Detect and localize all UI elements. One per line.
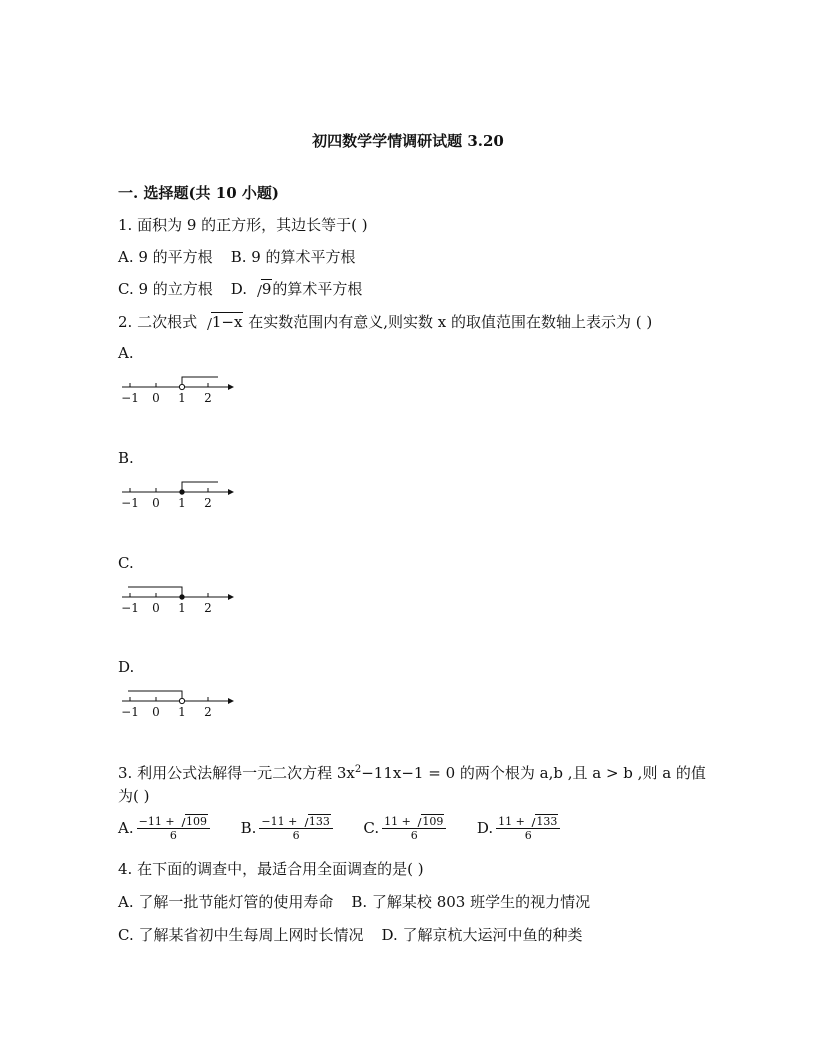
open-point xyxy=(179,384,184,389)
open-point xyxy=(179,698,184,703)
tick-label: 0 xyxy=(152,391,160,405)
q3-option-c: C. $\frac{11 + 109}{6}$ xyxy=(363,819,449,837)
sqrt-symbol: 109 xyxy=(414,815,444,828)
q4-options-row2 xyxy=(118,924,583,945)
axis-arrow xyxy=(228,698,234,704)
tick-label: −1 xyxy=(121,705,139,719)
q4-option-c: C. 了解某省初中生每周上网时长情况 xyxy=(118,926,364,944)
solution-region xyxy=(128,587,182,597)
sqrt-symbol: 9 xyxy=(252,280,273,298)
q2-option-b-label: B. xyxy=(118,449,134,467)
solution-region xyxy=(182,482,218,492)
tick-label: −1 xyxy=(121,601,139,615)
q2-option-a-label: A. xyxy=(118,344,134,362)
axis-arrow xyxy=(228,489,234,495)
sqrt-symbol: 1−x xyxy=(202,313,244,331)
solution-region xyxy=(128,691,182,701)
q4-option-a: A. 了解一批节能灯管的使用寿命 xyxy=(118,893,334,911)
q2-stem: 2. 二次根式 1−x 在实数范围内有意义,则实数 x 的取值范围在数轴上表示为 ( ) xyxy=(118,313,653,331)
q2-option-d-label: D. xyxy=(118,658,135,676)
tick-label: −1 xyxy=(121,391,139,405)
q1-option-d: D. 9的算术平方根 xyxy=(230,280,363,298)
q4-options-row1 xyxy=(118,891,590,912)
solution-region xyxy=(182,377,218,387)
q4-stem: 4. 在下面的调查中，最适合用全面调查的是( ) xyxy=(118,860,424,878)
tick-label: 1 xyxy=(178,391,186,405)
q3-options xyxy=(118,815,563,842)
page-title: 初四数学学情调研试题 3.20 xyxy=(312,132,504,150)
tick-label: 2 xyxy=(204,496,212,510)
sqrt-symbol: 133 xyxy=(301,815,331,828)
closed-point xyxy=(180,595,184,599)
q2-option-b-number-line xyxy=(118,477,248,511)
axis-arrow xyxy=(228,384,234,390)
q4-option-d: D. 了解京杭大运河中鱼的种类 xyxy=(381,926,583,944)
q2-option-d-number-line xyxy=(118,686,248,720)
tick-label: 0 xyxy=(152,705,160,719)
q2-option-a-number-line xyxy=(118,372,248,406)
tick-label: 2 xyxy=(204,705,212,719)
tick-label: 0 xyxy=(152,496,160,510)
closed-point xyxy=(180,490,184,494)
q1-stem: 1. 面积为 9 的正方形，其边长等于( ) xyxy=(118,216,368,234)
q3-option-d: D. $\frac{11 + 133}{6}$ xyxy=(477,819,563,837)
q1-option-b: B. 9 的算术平方根 xyxy=(230,248,356,266)
q1-options-row2 xyxy=(118,278,362,299)
axis-arrow xyxy=(228,594,234,600)
tick-label: 2 xyxy=(204,391,212,405)
q3-option-b: B. $\frac{-11 + 133}{6}$ xyxy=(241,819,336,837)
section-heading: 一. 选择题(共 10 小题) xyxy=(118,184,279,202)
q3-option-a: A. $\frac{-11 + 109}{6}$ xyxy=(118,819,213,837)
tick-label: 1 xyxy=(178,705,186,719)
tick-label: 0 xyxy=(152,601,160,615)
q2-option-c-number-line xyxy=(118,582,248,616)
q1-option-a: A. 9 的平方根 xyxy=(118,248,213,266)
q3-stem-line2: 为( ) xyxy=(118,787,150,805)
q3-stem: 3. 利用公式法解得一元二次方程 $3x^2-11x-1 = 0$ 的两个根为 a,b ,且 a > b ,则 a 的值 xyxy=(118,764,706,782)
q1-option-c: C. 9 的立方根 xyxy=(118,280,213,298)
sqrt-symbol: 109 xyxy=(178,815,208,828)
tick-label: −1 xyxy=(121,496,139,510)
sqrt-symbol: 133 xyxy=(528,815,558,828)
tick-label: 2 xyxy=(204,601,212,615)
tick-label: 1 xyxy=(178,601,186,615)
q1-options-row1 xyxy=(118,246,356,267)
tick-label: 1 xyxy=(178,496,186,510)
q2-option-c-label: C. xyxy=(118,554,134,572)
q4-option-b: B. 了解某校 803 班学生的视力情况 xyxy=(351,893,591,911)
